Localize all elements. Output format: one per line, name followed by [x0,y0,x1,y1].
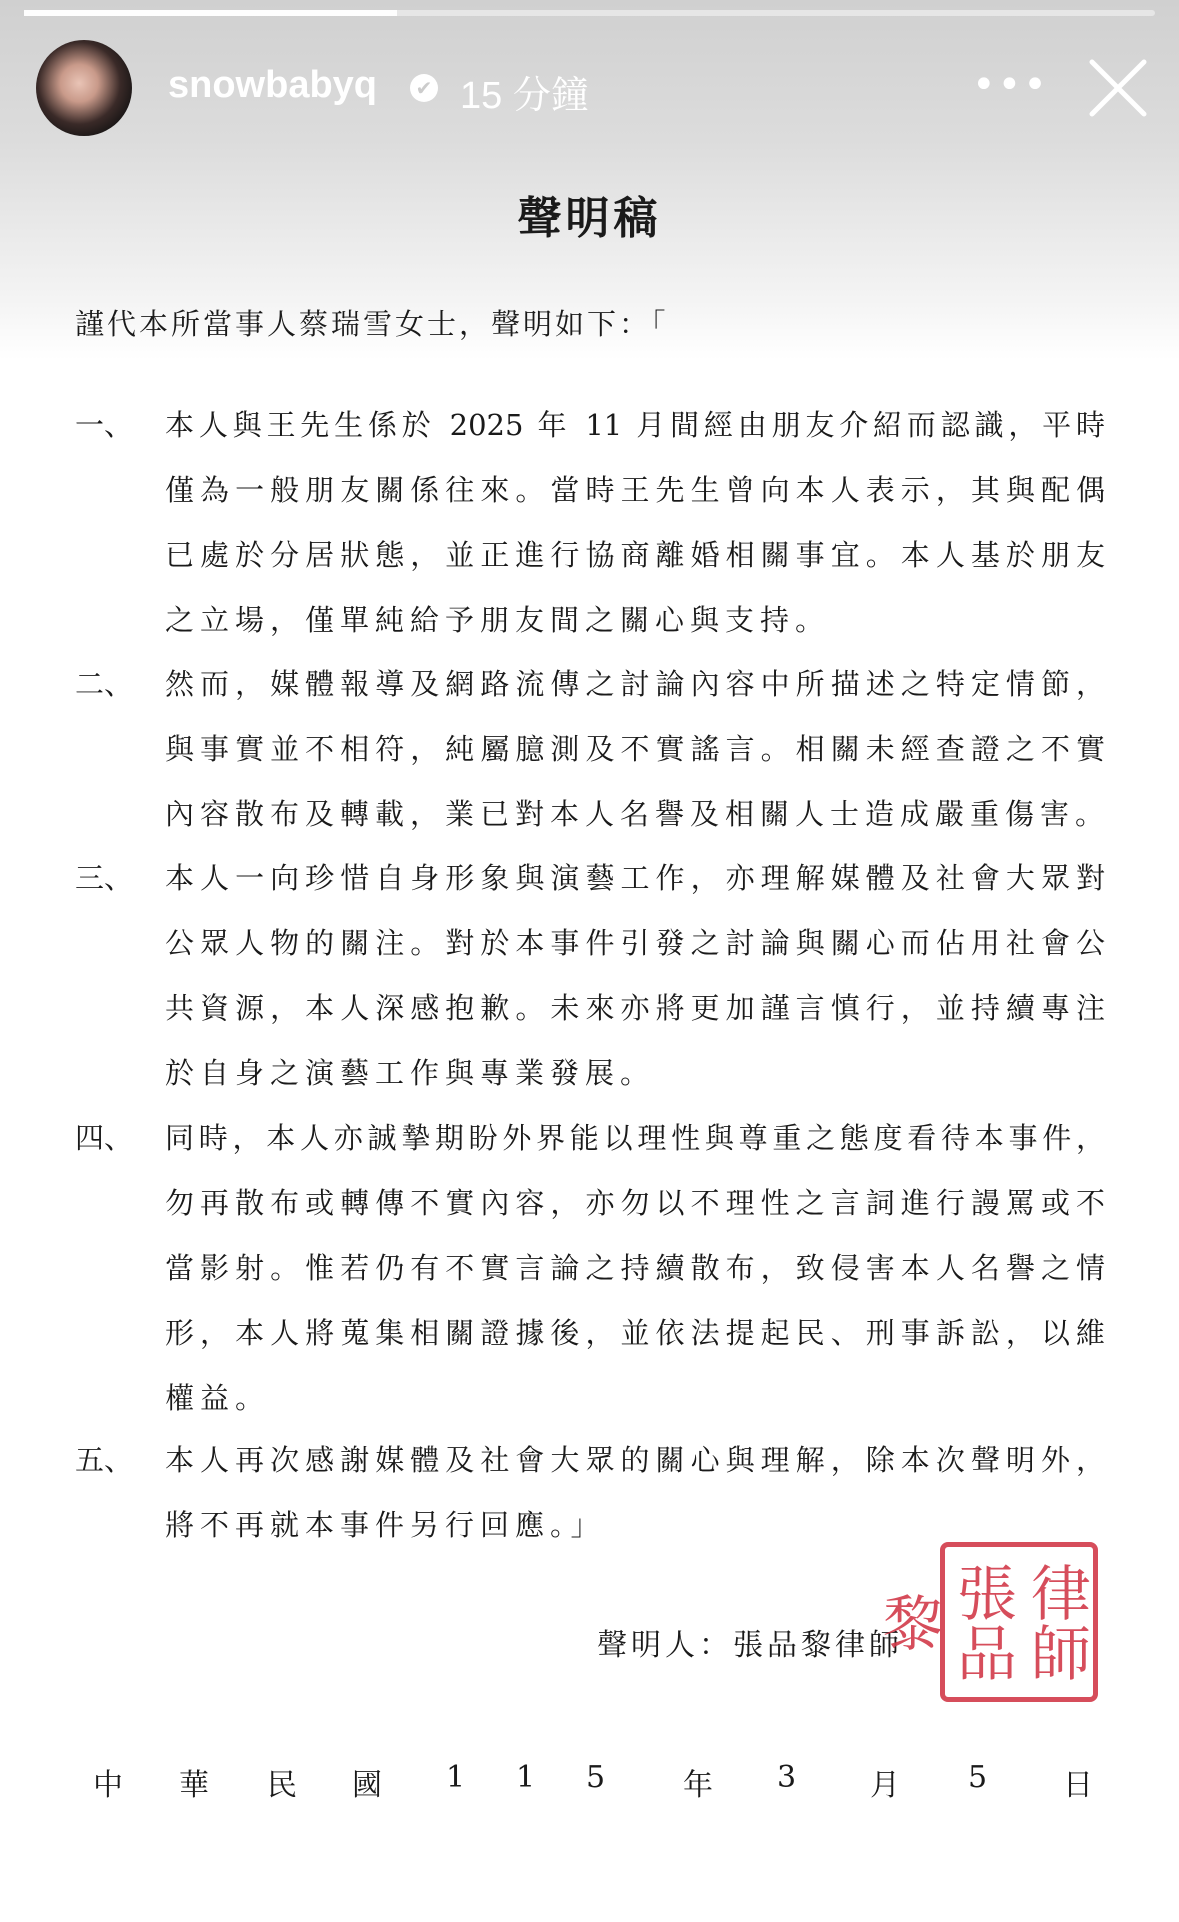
document-title: 聲明稿 [517,193,662,244]
document-intro: 謹代本所當事人蔡瑞雪女士，聲明如下：「 [75,307,669,341]
story-progress-fill [24,10,397,16]
paragraph-line: 內容散布及轉載，業已對本人名譽及相關人士造成嚴重傷害。 [165,797,1111,831]
date-character: 日 [1063,1768,1093,1803]
paragraph-line: 同時，本人亦誠摯期盼外界能以理性與尊重之態度看待本事件， [165,1121,1105,1155]
paragraph-line: 僅為一般朋友關係往來。當時王先生曾向本人表示，其與配偶 [165,473,1105,507]
close-icon[interactable] [1086,56,1150,120]
verified-badge-icon: ✔ [410,74,438,102]
signer: 聲明人：張品黎律師 [597,1628,903,1663]
paragraph-number: 四、 [75,1121,134,1155]
date-character: 5 [968,1760,988,1795]
more-options-button[interactable]: ••• [972,62,1049,108]
username[interactable]: snowbabyq [168,64,378,106]
paragraph-line: 將不再就本事件另行回應。」 [165,1508,606,1542]
paragraph-number: 一、 [75,408,134,442]
paragraph-line: 共資源，本人深感抱歉。未來亦將更加謹言慎行，並持續專注 [165,991,1105,1025]
date-character: 3 [777,1760,797,1795]
paragraph-number: 二、 [75,667,134,701]
date-character: 1 [516,1760,536,1795]
date-character: 國 [352,1768,382,1803]
post-time: 15 分鐘 [460,75,589,117]
paragraph-line: 勿再散布或轉傳不實內容，亦勿以不理性之言詞進行謾罵或不 [165,1186,1105,1220]
paragraph-line: 之立場，僅單純給予朋友間之關心與支持。 [165,603,831,637]
date-character: 5 [586,1760,606,1795]
date-character: 月 [870,1768,900,1803]
paragraph-number: 三、 [75,861,134,895]
date-character: 1 [446,1760,466,1795]
date-character: 中 [93,1768,123,1803]
date-character: 民 [267,1768,297,1803]
paragraph-line: 然而，媒體報導及網路流傳之討論內容中所描述之特定情節， [165,667,1105,701]
paragraph-line: 公眾人物的關注。對於本事件引發之討論與關心而佔用社會公 [165,926,1105,960]
paragraph-line: 已處於分居狀態，並正進行協商離婚相關事宜。本人基於朋友 [165,538,1105,572]
paragraph-line: 權益。 [165,1381,271,1415]
seal-stamp: 律師張品黎 [940,1542,1098,1702]
paragraph-line: 形，本人將蒐集相關證據後，並依法提起民、刑事訴訟，以維 [165,1316,1105,1350]
paragraph-line: 本人與王先生係於 2025 年 11 月間經由朋友介紹而認識，平時 [165,408,1105,442]
paragraph-number: 五、 [75,1443,134,1477]
paragraph-line: 於自身之演藝工作與專業發展。 [165,1056,656,1090]
date-character: 華 [179,1768,209,1803]
paragraph-line: 當影射。惟若仍有不實言論之持續散布，致侵害本人名譽之情 [165,1251,1105,1285]
paragraph-line: 本人再次感謝媒體及社會大眾的關心與理解，除本次聲明外， [165,1443,1105,1477]
avatar[interactable] [36,40,132,136]
date-character: 年 [683,1768,713,1803]
paragraph-line: 本人一向珍惜自身形象與演藝工作，亦理解媒體及社會大眾對 [165,861,1105,895]
paragraph-line: 與事實並不相符，純屬臆測及不實謠言。相關未經查證之不實 [165,732,1105,766]
story-progress-bar [24,10,1155,16]
